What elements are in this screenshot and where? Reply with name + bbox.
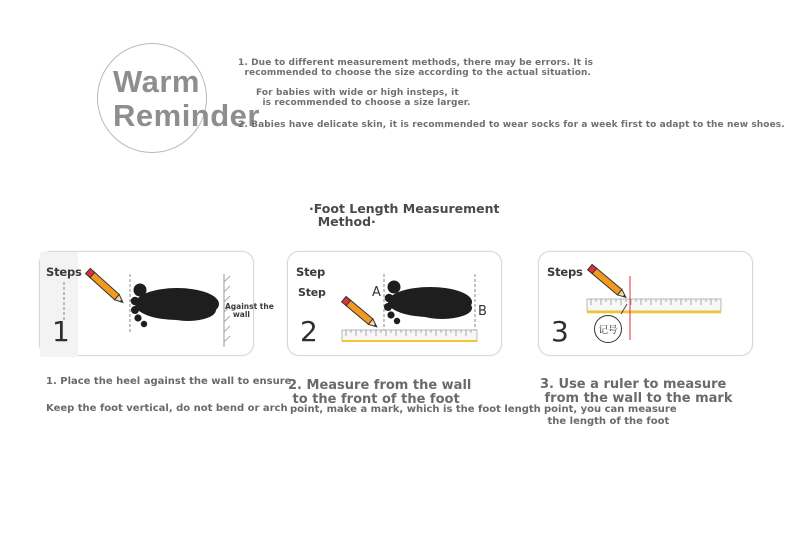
ruler-icon <box>342 330 477 341</box>
step1-text-line1: 1. Place the heel against the wall to ensure <box>46 376 292 387</box>
point-b-label: B <box>478 304 487 319</box>
reminder-title-line1: Warm <box>113 64 200 99</box>
step2-number: 2 <box>300 315 318 348</box>
step2-label-2: Step <box>298 286 326 299</box>
ruler-icon <box>587 299 721 312</box>
reminder-note-1b: For babies with wide or high insteps, it is recommended to choose a size larger. <box>256 88 471 108</box>
step1-text-line2: Keep the foot vertical, do not bend or arch <box>46 403 288 414</box>
step-card-3 <box>538 251 753 356</box>
reminder-title-line2: Reminder <box>113 98 260 133</box>
mark-label: 记号 <box>594 315 622 343</box>
step3-number: 3 <box>551 315 569 348</box>
pencil-icon <box>342 296 379 329</box>
step1-number: 1 <box>52 315 70 348</box>
method-title: ·Foot Length Measurement Method· <box>309 201 500 229</box>
step2-text-line1: 2. Measure from the wall to the front of the foot <box>288 378 472 407</box>
footprint-icon <box>131 284 219 328</box>
wall-label: Against the wall <box>225 302 274 319</box>
step3-text-line2: point, you can measure the length of the foot <box>544 404 677 427</box>
pencil-icon <box>588 264 629 300</box>
step-card-1 <box>39 251 274 356</box>
step1-label: Steps <box>46 265 82 279</box>
step-card-2 <box>287 251 502 356</box>
footprint-icon <box>384 281 472 325</box>
step3-text-line1: 3. Use a ruler to measure from the wall to the mark <box>540 377 733 406</box>
step2-label: Step <box>296 265 326 279</box>
point-a-label: A <box>372 285 381 300</box>
pencil-icon <box>86 268 126 305</box>
step3-label: Steps <box>547 265 583 279</box>
step2-text-line2: point, make a mark, which is the foot length <box>290 404 541 415</box>
reminder-note-2: 2. Babies have delicate skin, it is recommended to wear socks for a week first to adapt to the new shoes. <box>238 120 785 130</box>
reminder-note-1: 1. Due to different measurement methods, there may be errors. It is recommended to choose the size according to the actual situation. <box>238 58 594 78</box>
